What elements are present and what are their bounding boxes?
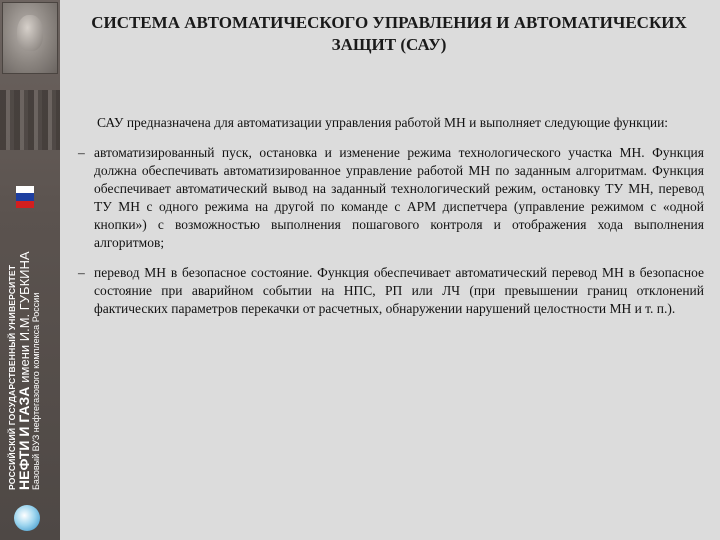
university-line-2-regular: имени И.М. ГУБКИНА	[16, 251, 32, 383]
dash-marker: –	[78, 265, 85, 280]
list-item-text: автоматизированный пуск, остановка и изменение режима технологического участка МН. Функция должна обеспечивать автоматизированное управление работой МН по заданным алгоритмам. Функция обеспечивает автоматический вывод на заданный технологический режим, остановку ТУ МН, перевод ТУ МН с одного режима на другой по команде с АРМ диспетчера (управление режимом с «одной кнопки») с возможностью выполнения пошагового контроля и отображения хода выполнения алгоритмов;	[94, 145, 704, 250]
portrait-face	[17, 15, 43, 51]
list-item	[80, 264, 704, 318]
main-content	[80, 114, 704, 330]
founder-portrait-image	[2, 2, 58, 74]
university-line-1: РОССИЙСКИЙ ГОСУДАРСТВЕННЫЙ УНИВЕРСИТЕТ	[7, 264, 17, 490]
dash-marker: –	[78, 145, 85, 160]
sidebar-banner	[0, 0, 60, 540]
oil-industry-strip-image	[0, 90, 60, 150]
university-line-3: Базовый ВУЗ нефтегазового комплекса России	[30, 292, 41, 490]
university-name	[8, 205, 41, 490]
intro-paragraph	[80, 114, 704, 132]
university-logo-icon	[14, 505, 40, 531]
page-title: СИСТЕМА АВТОМАТИЧЕСКОГО УПРАВЛЕНИЯ И АВТОМАТИЧЕСКИХ ЗАЩИТ (САУ)	[91, 13, 687, 54]
intro-text: САУ предназначена для автоматизации управления работой МН и выполняет следующие функции:	[97, 115, 669, 130]
university-line-2-bold: НЕФТИ И ГАЗА	[15, 386, 32, 490]
list-item-text: перевод МН в безопасное состояние. Функция обеспечивает автоматический перевод МН в безопасное состояние при аварийном событии на НПС, РП или ЛЧ (при превышении границ отклонений фактических параметров перекачки от расчетных, обнаружении нарушений целостности МН и т. п.).	[94, 265, 704, 316]
university-line-2	[17, 205, 32, 490]
list-item	[80, 144, 704, 252]
